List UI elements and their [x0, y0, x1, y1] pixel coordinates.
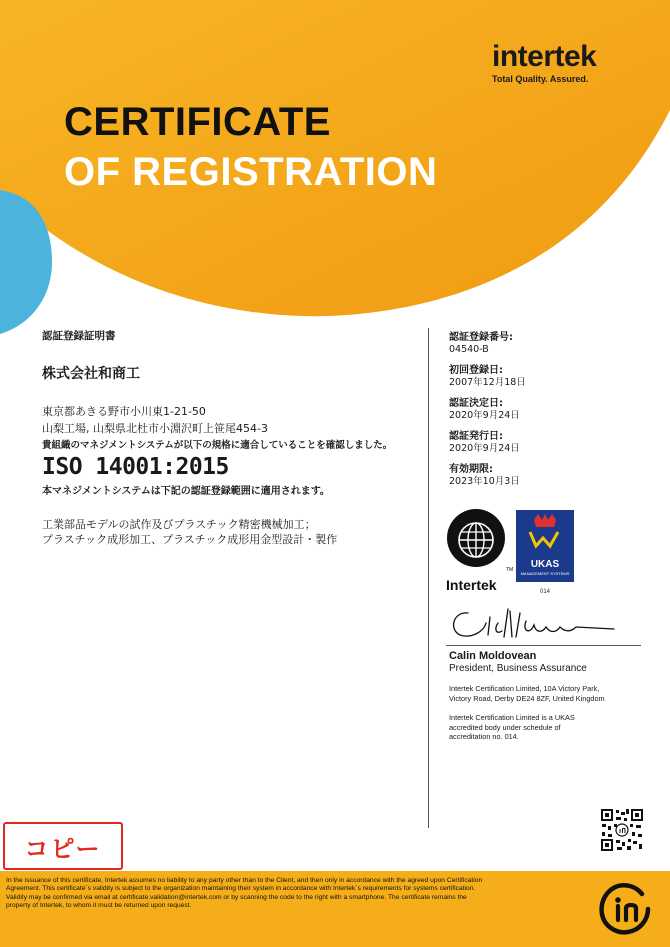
- scope-intro: 本マネジメントシステムは下記の認証登録範囲に適用されます。: [42, 486, 330, 497]
- signer-title: President, Business Assurance: [449, 663, 587, 674]
- title-line-2: OF REGISTRATION: [64, 150, 438, 194]
- field-value: 04540-B: [449, 344, 489, 355]
- intertek-mark-label: Intertek: [446, 577, 497, 593]
- qr-code: [600, 808, 644, 852]
- trademark-symbol: TM: [506, 567, 514, 573]
- company-name: 株式会社和商工: [42, 366, 140, 382]
- field-value: 2020年9月24日: [449, 443, 520, 454]
- title-line-1: CERTIFICATE: [64, 100, 331, 144]
- field-registration-number: [449, 332, 649, 356]
- address-line: 東京都あきる野市小川東1-21-50: [42, 405, 206, 418]
- logo-wordmark: intertek: [492, 40, 597, 73]
- field-label: 認証登録番号:: [449, 332, 513, 343]
- signature-line: [446, 645, 641, 646]
- confirmation-statement: 貴組織のマネジメントシステムが以下の規格に適合していることを確認しました。: [42, 440, 393, 451]
- accreditation-marks: [446, 508, 586, 598]
- ukas-subtitle: MANAGEMENT SYSTEMS: [520, 571, 570, 576]
- copy-stamp: コピー: [3, 822, 123, 870]
- field-issue-date: [449, 431, 649, 455]
- accreditation-statement: [449, 713, 659, 742]
- footer-disclaimer: [6, 877, 572, 911]
- footer-line: property of Intertek, to whom it must be returned upon request.: [6, 902, 192, 910]
- field-initial-registration: [449, 365, 649, 389]
- accreditation-line: accreditation no. 014.: [449, 732, 519, 742]
- issuer-address-line: Intertek Certification Limited, 10A Victory Park,: [449, 684, 600, 693]
- ukas-label: UKAS: [530, 559, 560, 570]
- field-value: 2007年12月18日: [449, 377, 526, 388]
- field-value: 2023年10月3日: [449, 476, 520, 487]
- accreditation-line: accredited body under schedule of: [449, 722, 561, 732]
- signer-block: [449, 650, 659, 742]
- field-label: 有効期限:: [449, 464, 493, 475]
- ukas-number: 014: [539, 589, 551, 595]
- accreditation-line: Intertek Certification Limited is a UKAS: [449, 713, 575, 723]
- field-expiry-date: [449, 464, 649, 488]
- field-label: 初回登録日:: [449, 365, 503, 376]
- address-line: 山梨工場, 山梨県北杜市小淵沢町上笹尾454-3: [42, 422, 268, 435]
- logo-tagline: Total Quality. Assured.: [492, 74, 589, 84]
- issuer-address-line: Victory Road, Derby DE24 8ZF, United Kingdom: [449, 693, 605, 703]
- ukas-mark: [516, 510, 574, 582]
- field-value: 2020年9月24日: [449, 410, 520, 421]
- company-address: [42, 403, 422, 437]
- iso-certification-mark: [447, 509, 505, 567]
- intertek-logo: [492, 42, 632, 84]
- footer-line: Validity may be confirmed via email at certificate.validation@intertek.com or by scanning the code to the right with a smartphone. The certificate remains the: [6, 893, 467, 901]
- scope-line: 工業部品モデルの試作及びプラスチック精密機械加工；: [42, 518, 316, 531]
- footer-line: Agreement. This certificate`s validity is subject to the organization maintaining their system in accordance with Intertek`s requirements for systems certification.: [6, 885, 476, 893]
- field-label: 認証発行日:: [449, 431, 503, 442]
- column-divider: [428, 328, 429, 828]
- scope-line: プラスチック成形加工、プラスチック成形用金型設計・製作: [42, 533, 338, 546]
- field-label: 認証決定日:: [449, 398, 503, 409]
- intertek-in-logo-icon: [596, 880, 654, 938]
- standard-title: ISO 14001:2015: [42, 454, 229, 480]
- footer-line: In the issuance of this certificate, Intertek assumes no liability to any party other than to the Client, and then only in accordance with the agreed upon Certification: [6, 877, 483, 884]
- signer-name: Calin Moldovean: [449, 650, 537, 662]
- certificate-details: [449, 332, 649, 497]
- field-decision-date: [449, 398, 649, 422]
- certificate-body: [42, 328, 422, 547]
- issuer-address: [449, 684, 659, 703]
- signature: [446, 603, 616, 643]
- scope-text: [42, 517, 422, 547]
- document-label: 認証登録証明書: [42, 330, 116, 342]
